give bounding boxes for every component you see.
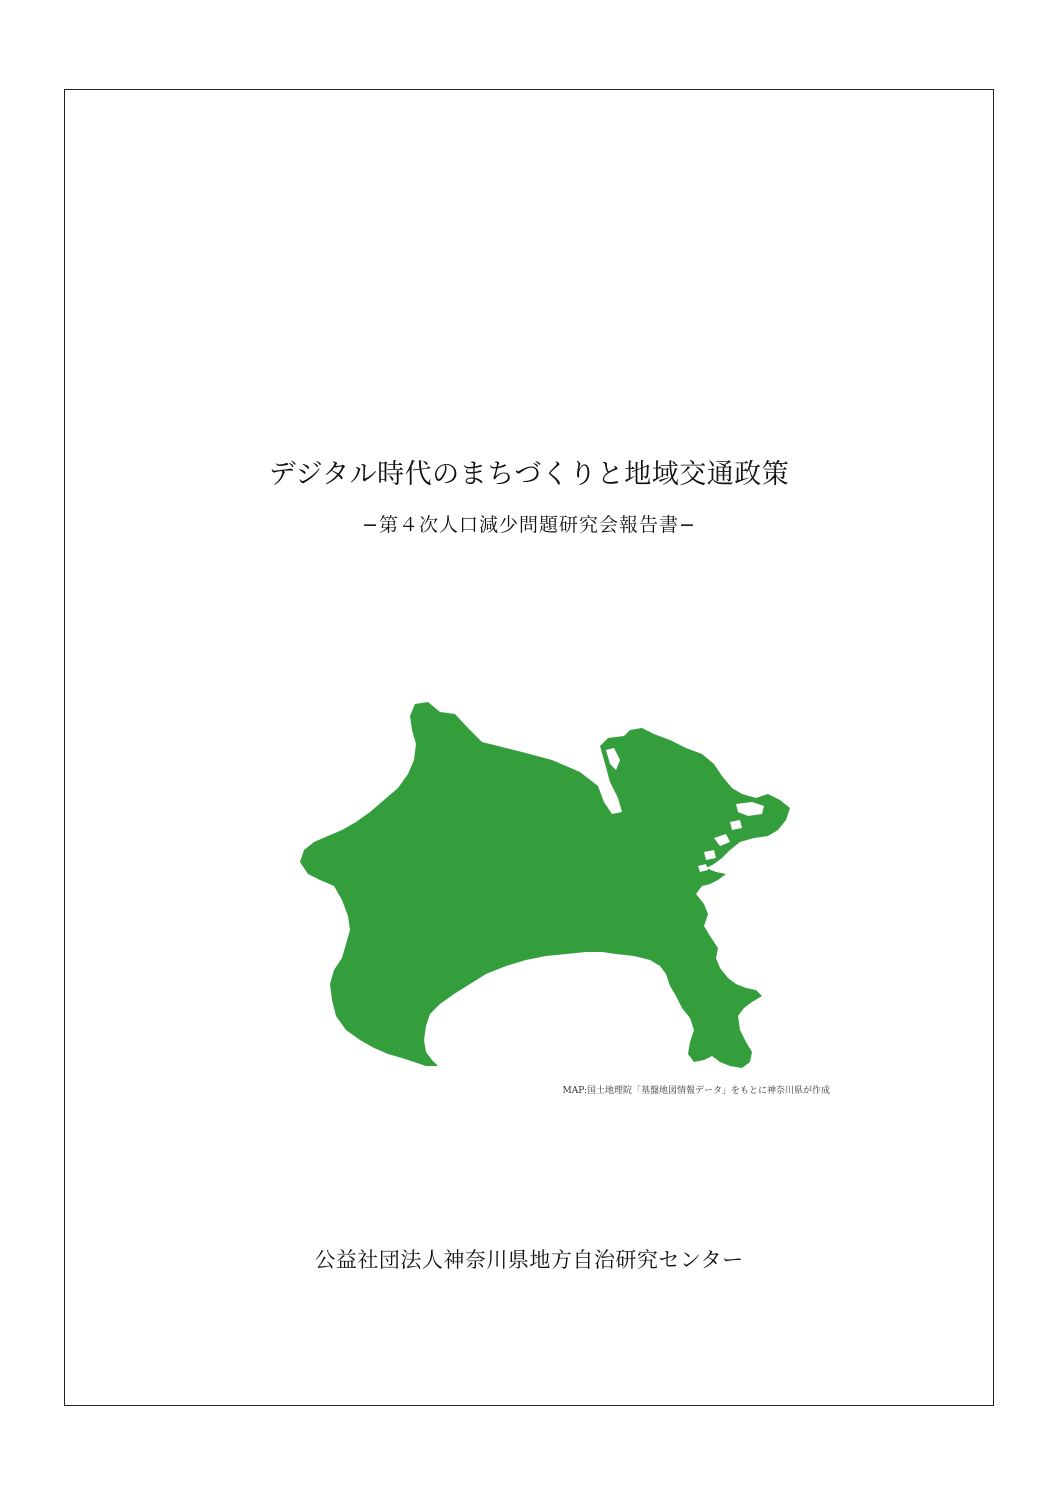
kanagawa-map-shape <box>300 702 790 1068</box>
document-subtitle: −第４次人口減少問題研究会報告書− <box>362 514 696 536</box>
kanagawa-map <box>290 690 800 1080</box>
document-title: デジタル時代のまちづくりと地域交通政策 <box>268 459 790 490</box>
map-credit: MAP:国土地理院「基盤地図情報データ」をもとに神奈川県が作成 <box>562 1086 830 1096</box>
publisher-name: 公益社団法人神奈川県地方自治研究センター <box>314 1248 744 1272</box>
